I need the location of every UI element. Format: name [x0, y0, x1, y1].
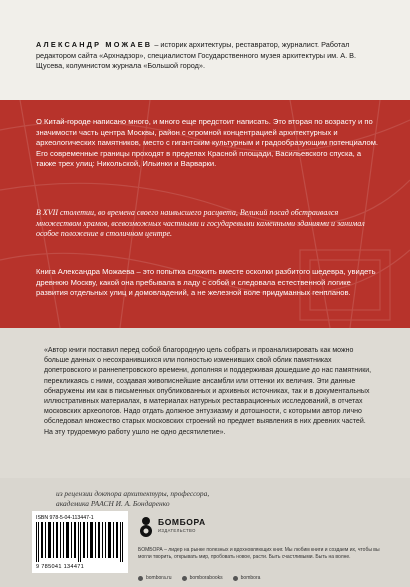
vk-icon [182, 576, 187, 581]
author-bio: – историк архитектуры, реставратор, журналист. Работал редактором сайта «Архнадзор», специалистом Государственного музея архитектуры им. А. В. Щусева, колумнистом журнала «Большой город». [36, 40, 357, 71]
attribution-line-2: академика РААСН И. А. Бондаренко [56, 499, 170, 508]
review-quote: «Автор книги поставил перед собой благородную цель собрать и проанализировать как можно больше данных о несохранившихся или полностью изменивших свой облик памятниках допетровского и раннепетровского времени, дополняя и поддерживая дошедшие до нас памятники, перекликаясь с ними, создавая живописнейшие ансамбли или оттенки их величия. Эти данные обнаружены им как в письменных опубликованных и архивных источниках, так и в документальных иллюстративных материалах, в материалах натурных реставрационных исследований, в отчетах московских археологов. Надо отдать должное энтузиазму и дотошности, с которыми автор лично обследовал множество старых московских строений но предмет выявления в них древних частей. На эту трудоемкую работу ушло не одно десятилетие». [44, 347, 372, 436]
attribution-line-1: из рецензии доктора архитектуры, профессора, [56, 489, 210, 498]
publisher-description: БОМБОРА – лидер на рынке полезных и вдохновляющих книг. Мы любим книги и создаем их, чтобы вы могли творить, открывать мир, пробовать новое, расти. Быть счастливыми. Быть на волне. [138, 547, 380, 560]
description-paragraph-2: В XVII столетии, во времена своего наивысшего расцвета, Великий посад обстраивался множеством храмов, всевозможных частными и государевыми каменными зданиями и занимал особое положение в столичном центре. [36, 208, 365, 239]
description-paragraph-1: О Китай-городе написано много, и много еще предстоит написать. Это вторая по возрасту и по значимости часть центра Москвы, район с огромной концентрацией архитектурных и археологических памятников, место с гигантским культурным и градообразующим потенциалом. Его современные границы проходят в пределах Красной площади, Васильевского спуска, а также трех улиц: Никольской, Ильинки и Варварки. [36, 117, 379, 169]
review-quote-section [0, 328, 410, 478]
social-label-vk: bomborabooks [189, 575, 223, 581]
publisher-logo [138, 513, 208, 543]
social-link-vk[interactable] [182, 575, 223, 581]
instagram-icon [233, 576, 238, 581]
globe-icon [138, 576, 143, 581]
author-name: АЛЕКСАНДР МОЖАЕВ [36, 40, 153, 49]
description-paragraph-3: Книга Александра Можаева – это попытка сложить вместе осколки разбитого шедевра, увидеть древнюю Москву, какой она пребывала в ладу с собой и следовала естественной логике развития отдельных улиц и домовладений, а не железной воле придуманных генпланов. [36, 267, 376, 298]
annotation-panel [0, 100, 410, 328]
isbn-digits: 9 785041 134471 [36, 564, 85, 570]
publisher-subtitle: ИЗДАТЕЛЬСТВО [158, 528, 196, 533]
social-link-website[interactable] [138, 575, 172, 581]
social-label-website: bombora.ru [146, 575, 172, 581]
barcode-icon [36, 522, 124, 562]
author-blurb [36, 40, 376, 72]
author-section [0, 0, 410, 100]
quote-attribution [56, 489, 276, 509]
isbn-label: ISBN 978-5-04-113447-1 [36, 515, 94, 521]
social-label-instagram: bombora [240, 575, 261, 581]
isbn-barcode-box [32, 511, 128, 573]
publisher-name: БОМБОРА [158, 517, 206, 527]
social-link-instagram[interactable] [233, 575, 261, 581]
publisher-social-links [138, 574, 388, 582]
bombora-logo-icon [138, 515, 154, 539]
